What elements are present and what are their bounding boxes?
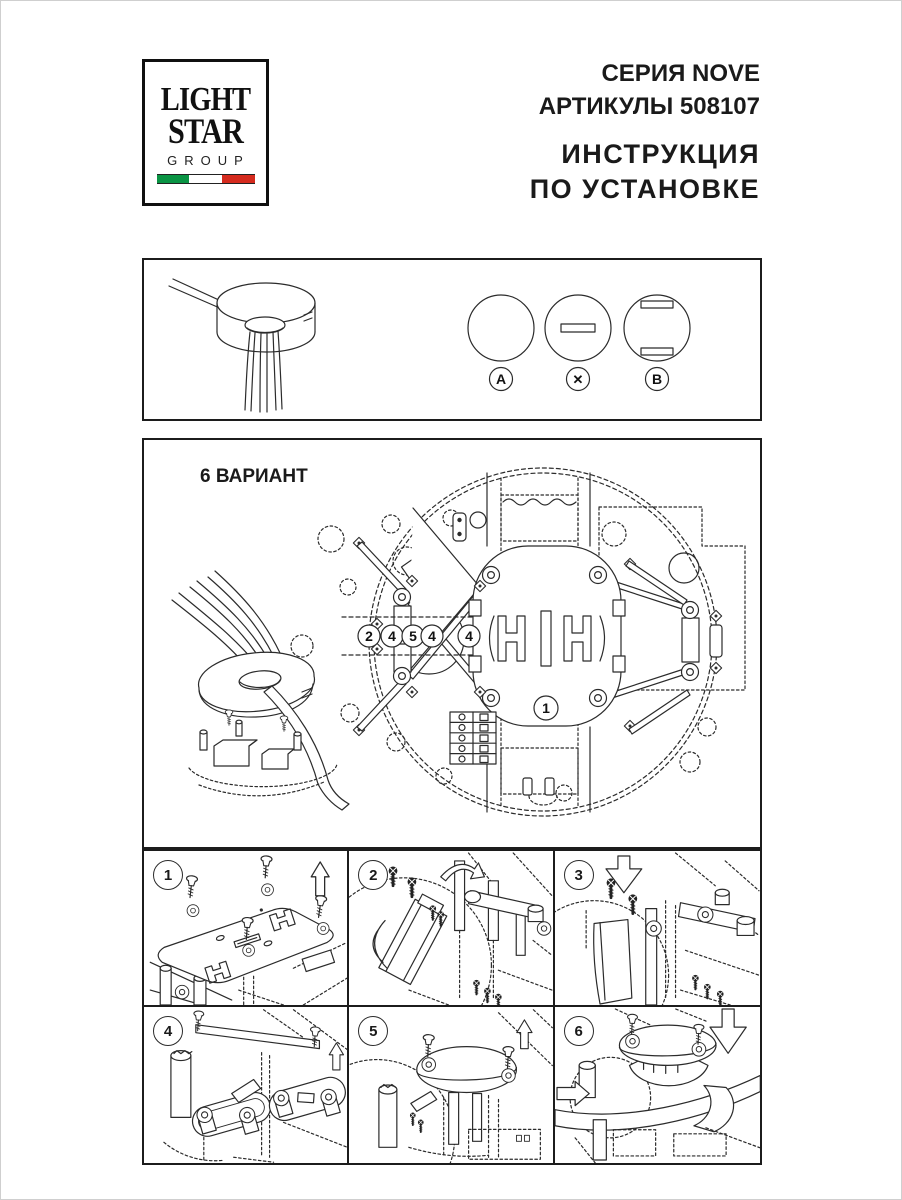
step-panel-4: [144, 1007, 349, 1163]
callout-4a: 4: [388, 628, 396, 644]
lightstar-logo: [142, 59, 269, 206]
variant-6-box: [142, 438, 762, 849]
right-oval-bracket: [266, 1073, 348, 1131]
articles-title: АРТИКУЛЫ 508107: [538, 93, 760, 121]
mounting-plate: [469, 546, 625, 726]
step-panel-5: [349, 1007, 554, 1163]
callout-2: 2: [365, 628, 373, 644]
logo-word-group: GROUP: [167, 152, 250, 168]
mount-label-cross: ✕: [572, 372, 584, 387]
up-arrow-icon: [329, 1043, 343, 1070]
callout-5: 5: [409, 628, 417, 644]
mount-type-b: [624, 295, 690, 391]
callout-4c: 4: [465, 628, 473, 644]
up-arrow-icon: [517, 1020, 532, 1049]
mount-type-cross: [545, 295, 611, 391]
ceiling-cup-drawing: [172, 571, 349, 810]
header-series-block: [539, 57, 760, 123]
installation-steps-grid: [142, 849, 762, 1165]
header-instruction-block: [530, 137, 760, 207]
up-arrow-icon: [311, 862, 329, 896]
series-title: СЕРИЯ NOVE: [601, 60, 760, 87]
instruction-line2: ПО УСТАНОВКЕ: [529, 174, 760, 205]
terminal-block: [450, 712, 496, 764]
mount-type-a: [468, 295, 534, 391]
canopy-drawing: [169, 279, 315, 412]
italian-flag-stripe: [157, 174, 255, 184]
step-6-number: 6: [564, 1016, 594, 1046]
clip-plate: [593, 920, 631, 1004]
cross-bar: [196, 1025, 320, 1049]
step-4-number: 4: [153, 1016, 183, 1046]
right-bracket: [678, 889, 755, 935]
mounting-types-drawing: [144, 260, 760, 419]
step-panel-1: [144, 851, 349, 1007]
left-oval-bracket: [189, 1089, 276, 1147]
step-2-number: 2: [358, 860, 388, 890]
step-panel-2: [349, 851, 554, 1007]
variant-title: 6 ВАРИАНТ: [200, 466, 308, 487]
mount-label-a: A: [495, 371, 507, 387]
top-bracket: [465, 891, 551, 936]
mount-label-b: B: [651, 371, 663, 387]
step-panel-3: [555, 851, 760, 1007]
callout-4b: 4: [428, 628, 436, 644]
instruction-line1: ИНСТРУКЦИЯ: [561, 139, 760, 169]
callout-1: 1: [542, 700, 550, 716]
step-3-number: 3: [564, 860, 594, 890]
step-1-number: 1: [153, 860, 183, 890]
logo-word-light: LIGHT: [160, 81, 251, 118]
driver-box: [379, 892, 451, 984]
logo-word-star: STAR: [167, 111, 244, 152]
variant-6-diagram: [144, 440, 760, 847]
step-panel-6: [555, 1007, 760, 1163]
mounting-types-box: [142, 258, 762, 421]
step-5-number: 5: [358, 1016, 388, 1046]
left-bracket-cluster: [353, 508, 484, 736]
